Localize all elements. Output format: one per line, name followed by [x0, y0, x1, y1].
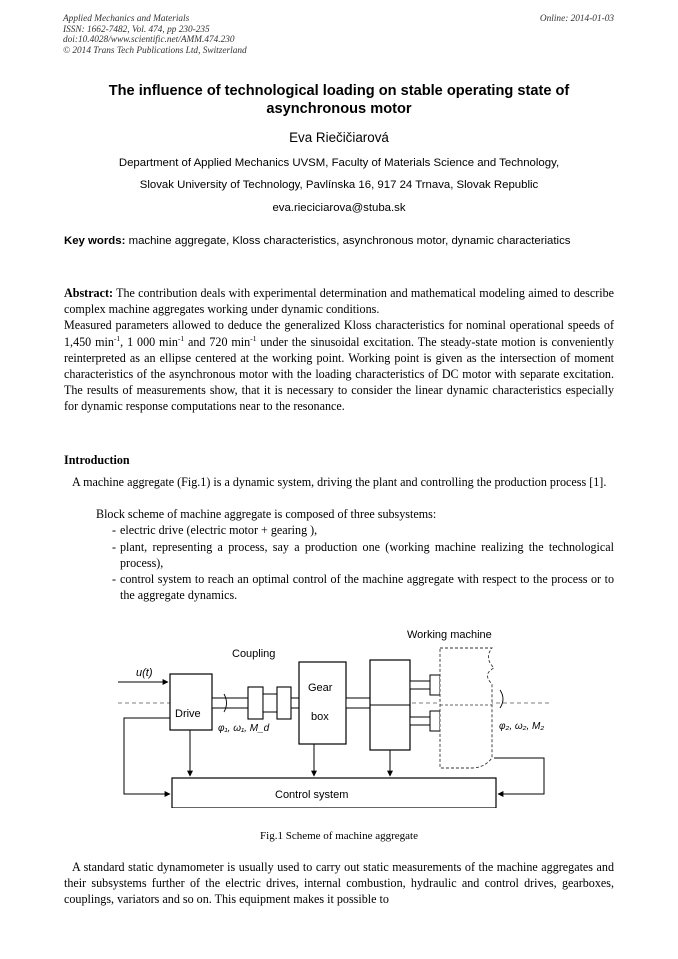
- shaft: [291, 698, 299, 708]
- list-item: [112, 571, 614, 603]
- bullet-text: plant, representing a process, say a production one (working machine realizing the technological process),: [120, 540, 614, 571]
- bullet-text: electric drive (electric motor + gearing ),: [120, 523, 318, 537]
- intro-p1: A machine aggregate (Fig.1) is a dynamic system, driving the plant and controlling the production process [1].: [72, 475, 607, 489]
- intro-heading: Introduction: [64, 453, 130, 467]
- right-vars-label: φ₂, ω₂, M₂: [499, 721, 545, 732]
- abstract-p2-d: under the sinusoidal excitation. The steady-state motion is conveniently reinterpreted as an ellipse centered at the working point. Working point is given as the intersection of moment characteristics of the asynchronous motor with the loading characteristics of DC motor with separate excitation. The results of measurements show, that it is necessary to consider the linear dynamic characteristics especially for dynamic response computations near to the resonance.: [64, 334, 614, 414]
- issn-line: ISSN: 1662-7482, Vol. 474, pp 230-235: [63, 24, 210, 35]
- flange-lower: [430, 711, 440, 731]
- bullet-dash: -: [112, 540, 117, 554]
- bullet-text: control system to reach an optimal control of the machine aggregate with respect to the process or to the aggregate dynamics.: [120, 572, 614, 603]
- title-line-2: asynchronous motor: [266, 101, 412, 117]
- control-system-label: Control system: [275, 789, 349, 801]
- box-label: box: [311, 711, 329, 723]
- keywords-text: machine aggregate, Kloss characteristics, asynchronous motor, dynamic characteriatics: [128, 235, 571, 247]
- shaft: [212, 698, 252, 708]
- working-machine-label: Working machine: [407, 629, 492, 641]
- journal-header: [63, 14, 247, 56]
- input-label: u(t): [136, 667, 153, 679]
- machine-aggregate-scheme: [114, 618, 554, 808]
- shaft: [346, 698, 370, 708]
- flange-upper: [430, 675, 440, 695]
- keywords-label: Key words:: [64, 235, 126, 247]
- figure-caption: Fig.1 Scheme of machine aggregate: [260, 830, 418, 842]
- abstract: [64, 285, 614, 415]
- copyright-line: © 2014 Trans Tech Publications Ltd, Switzerland: [63, 45, 247, 56]
- rotation-arrow-right: [500, 690, 503, 708]
- list-item: [112, 539, 614, 571]
- superscript: -1: [177, 333, 185, 343]
- abstract-p2-b: , 1 000 min: [120, 334, 178, 349]
- online-date: Online: 2014-01-03: [539, 14, 614, 24]
- coupling-part-right: [277, 687, 291, 719]
- feedback-line-right: [494, 758, 544, 794]
- journal-name: Applied Mechanics and Materials: [63, 14, 190, 24]
- drive-label: Drive: [175, 708, 201, 720]
- abstract-p2: [64, 317, 614, 414]
- left-vars-label: φ₁, ω₁, M_d: [218, 723, 270, 734]
- drive-block: [170, 674, 212, 730]
- keywords: [64, 234, 614, 250]
- bullet-dash: -: [112, 572, 117, 586]
- superscript: -1: [250, 333, 257, 343]
- affiliation-line-1: Department of Applied Mechanics UVSM, Faculty of Materials Science and Technology,: [118, 157, 560, 169]
- bullet-dash: -: [112, 523, 117, 537]
- affiliation-line-2: Slovak University of Technology, Pavlínska 16, 917 24 Trnava, Slovak Republic: [139, 179, 539, 191]
- paper-title: [60, 82, 618, 118]
- working-machine-block: [440, 648, 494, 768]
- author-email[interactable]: eva.rieciciarova@stuba.sk: [272, 202, 406, 214]
- body-paragraph: A standard static dynamometer is usually used to carry out static measurements of the machine aggregates and their subsystems further of the electric drives, internal combustion, hydraulic and control drives, gearboxes, couplings, variators and so on. This equipment makes it possible to: [64, 860, 614, 907]
- coupling-shaft: [263, 694, 277, 712]
- gear-label: Gear: [308, 682, 333, 694]
- feedback-line-left: [124, 718, 170, 794]
- abstract-label: Abstract:: [64, 286, 114, 300]
- title-line-1: The influence of technological loading on stable operating state of: [108, 83, 570, 99]
- abstract-p2-c: and 720 min: [184, 334, 251, 349]
- superscript: -1: [113, 333, 121, 343]
- list-item: [112, 522, 614, 538]
- gearbox-block: [299, 662, 346, 744]
- intro-p2: Block scheme of machine aggregate is composed of three subsystems:: [96, 507, 437, 521]
- abstract-p1: [64, 285, 614, 317]
- author-name: Eva Riečičiarová: [289, 130, 389, 145]
- coupling-part-left: [248, 687, 263, 719]
- abstract-p1-text: The contribution deals with experimental determination and mathematical modeling aimed to describe complex machine aggregates working under dynamic conditions.: [64, 286, 614, 317]
- abstract-p2-a: Measured parameters allowed to deduce the generalized Kloss characteristics for nominal operational speeds of 1,450 min: [64, 318, 614, 349]
- coupling-label: Coupling: [232, 648, 276, 660]
- doi-line[interactable]: doi:10.4028/www.scientific.net/AMM.474.230: [63, 35, 235, 45]
